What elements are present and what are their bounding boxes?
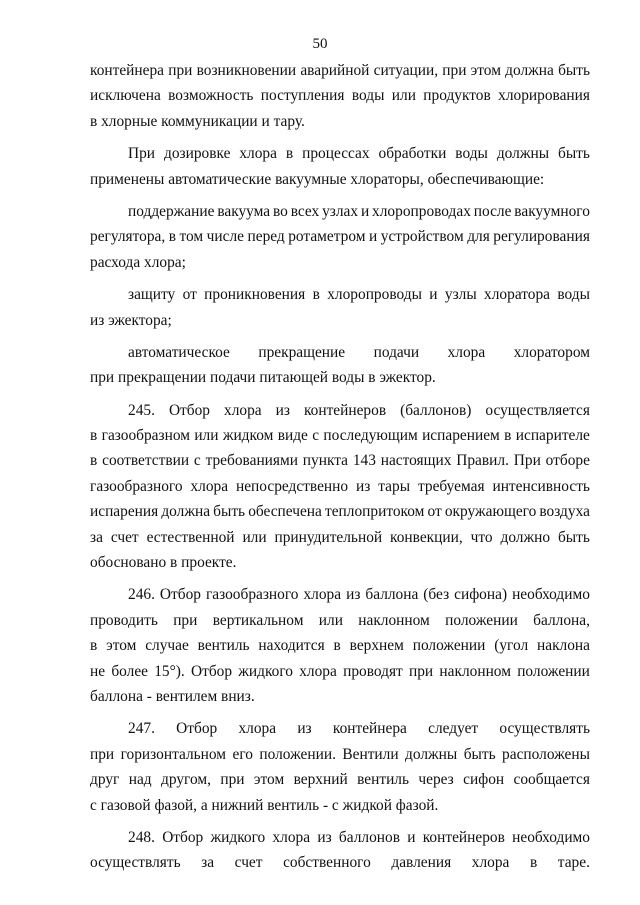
text-line: 245. Отбор хлора из контейнеров (баллонов) осуществляется bbox=[128, 401, 590, 419]
paragraph bbox=[90, 398, 590, 576]
text-line: с газовой фазой, а нижний вентиль - с жидкой фазой. bbox=[90, 796, 439, 814]
paragraph bbox=[90, 582, 590, 709]
text-line: испарения должна быть обеспечена теплопритоком от окружающего воздуха bbox=[90, 503, 590, 521]
document-body bbox=[90, 58, 590, 876]
paragraph-gap bbox=[90, 391, 590, 398]
paragraph-gap bbox=[90, 575, 590, 582]
text-line: за счет естественной или принудительной конвекции, что должно быть bbox=[90, 528, 590, 546]
text-line: применены автоматические вакуумные хлораторы, обеспечивающие: bbox=[90, 170, 545, 188]
text-line: автоматическое прекращение подачи хлора хлоратором bbox=[128, 343, 590, 361]
text-line: защиту от проникновения в хлоропроводы и узлы хлоратора воды bbox=[128, 286, 590, 304]
paragraph bbox=[90, 825, 590, 876]
paragraph-gap bbox=[90, 709, 590, 716]
text-line: в этом случае вентиль находится в верхнем положении (угол наклона bbox=[90, 637, 590, 655]
text-line: проводить при вертикальном или наклонном положении баллона, bbox=[90, 611, 590, 629]
text-line: исключена возможность поступления воды или продуктов хлорирования bbox=[90, 87, 590, 105]
paragraph bbox=[90, 716, 590, 818]
text-line: 248. Отбор жидкого хлора из баллонов и контейнеров необходимо bbox=[128, 828, 590, 846]
text-line: из эжектора; bbox=[90, 311, 172, 329]
paragraph-gap bbox=[90, 818, 590, 825]
paragraph-gap bbox=[90, 192, 590, 199]
text-line: При дозировке хлора в процессах обработки воды должны быть bbox=[128, 145, 590, 163]
text-line: регулятора, в том числе перед ротаметром и устройством для регулирования bbox=[90, 228, 590, 246]
text-line: газообразного хлора непосредственно из тары требуемая интенсивность bbox=[90, 477, 590, 495]
text-line: друг над другом, при этом верхний вентиль через сифон сообщается bbox=[90, 771, 590, 789]
paragraph-gap bbox=[90, 275, 590, 282]
text-line: баллона - вентилем вниз. bbox=[90, 687, 255, 705]
paragraph-gap bbox=[90, 333, 590, 340]
text-line: в газообразном или жидком виде с последующим испарением в испарителе bbox=[90, 427, 590, 445]
paragraph bbox=[90, 141, 590, 192]
text-line: при прекращении подачи питающей воды в эжектор. bbox=[90, 369, 436, 387]
text-line: осуществлять за счет собственного давления хлора в таре. bbox=[90, 854, 590, 872]
paragraph-gap bbox=[90, 134, 590, 141]
text-line: обосновано в проекте. bbox=[90, 554, 237, 572]
paragraph bbox=[90, 340, 590, 391]
text-line: контейнера при возникновении аварийной ситуации, при этом должна быть bbox=[90, 62, 590, 79]
text-line: 247. Отбор хлора из контейнера следует осуществлять bbox=[128, 720, 590, 738]
paragraph bbox=[90, 199, 590, 275]
page-number: 50 bbox=[312, 36, 328, 52]
text-line: 246. Отбор газообразного хлора из баллона (без сифона) необходимо bbox=[128, 586, 590, 604]
text-line: расхода хлора; bbox=[90, 253, 186, 271]
text-line: в соответствии с требованиями пункта 143 настоящих Правил. При отборе bbox=[90, 452, 590, 470]
text-line: поддержание вакуума во всех узлах и хлоропроводах после вакуумного bbox=[128, 202, 590, 220]
paragraph bbox=[90, 282, 590, 333]
paragraph bbox=[90, 58, 590, 134]
text-line: при горизонтальном его положении. Вентили должны быть расположены bbox=[90, 745, 590, 763]
text-line: в хлорные коммуникации и тару. bbox=[90, 112, 305, 130]
text-line: не более 15°). Отбор жидкого хлора проводят при наклонном положении bbox=[90, 662, 590, 680]
